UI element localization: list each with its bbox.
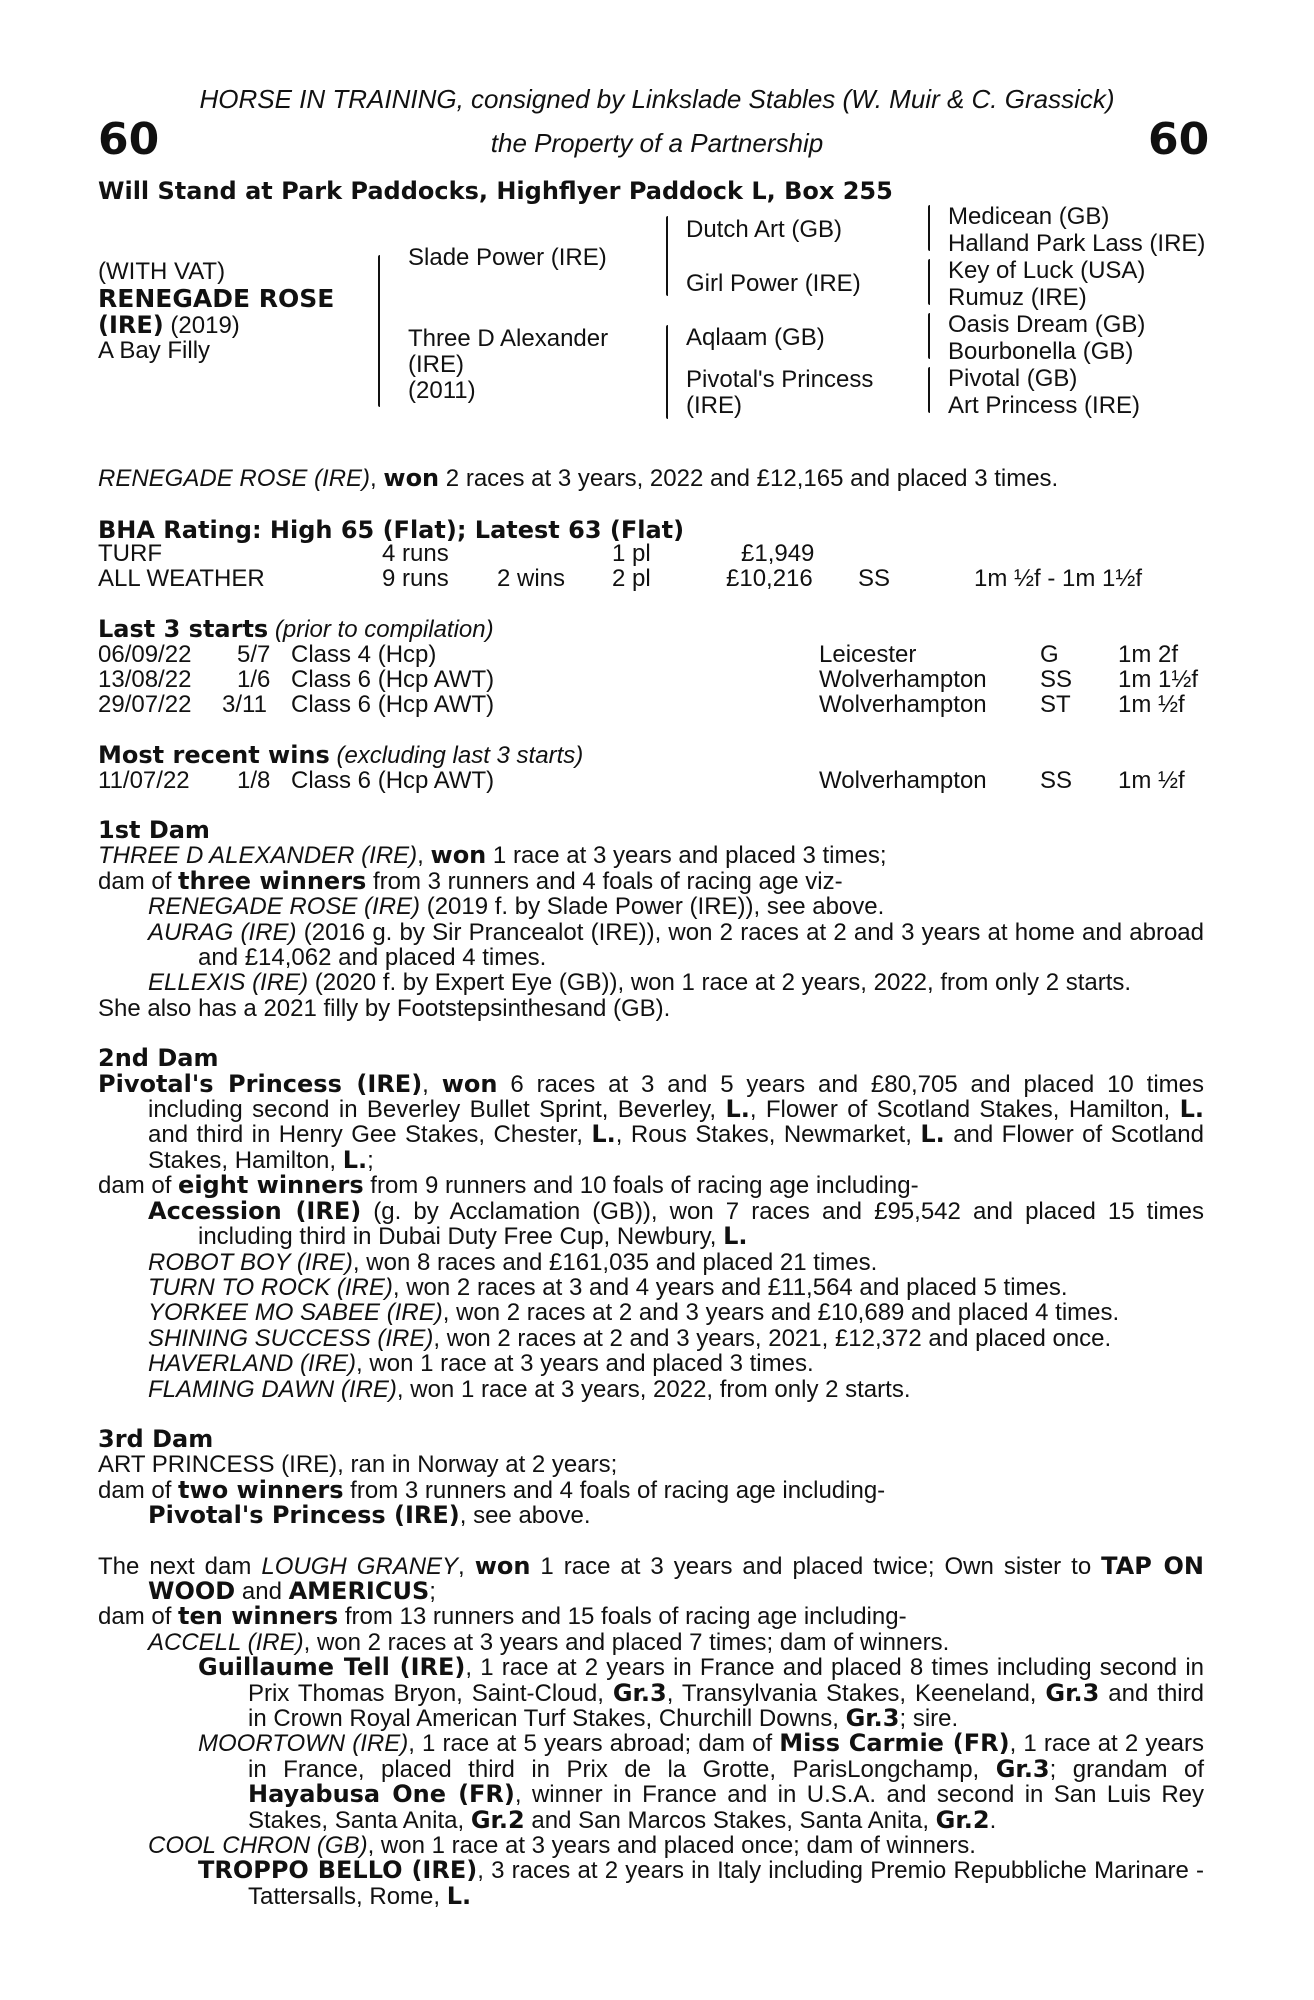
rating-dist: 1m ½f - 1m 1½f [974,565,1143,592]
dam1-offspring: AURAG (IRE) (2016 g. by Sir Prancealot (IRE)), won 2 races at 2 and 3 years at home and abroad and £14,062 and placed 4 times. [148,918,1204,972]
race-summary: RENEGADE ROSE (IRE), won 2 races at 3 years, 2022 and £12,165 and placed 3 times. [98,464,1059,492]
rating-surface: ALL WEATHER [98,565,265,592]
rating-row-turf [0,541,1314,566]
last3-note: (prior to compilation) [268,616,494,643]
next-grand-offspring: MOORTOWN (IRE), 1 race at 5 years abroad; dam of Miss Carmie (FR), 1 race at 2 years in France, placed third in Prix de la Grotte, ParisLongchamp, Gr.3; grandam of Hayabusa One (FR), winner in France and in U.S.A. and second in San Luis Rey Stakes, Santa Anita, Gr.2 and San Marcos Stakes, Santa Anita, Gr.2. [198,1729,1205,1834]
start-going: G [1040,641,1059,668]
start-date: 29/07/22 [98,691,192,718]
dam3-offspring: Pivotal's Princess (IRE), see above. [148,1501,591,1530]
last3-title: Last 3 starts [98,615,269,643]
recent-title: Most recent wins [98,741,330,769]
pedigree-dam-2: (IRE) [408,351,464,378]
dam2-offspring: TURN TO ROCK (IRE), won 2 races at 3 and 4 years and £11,564 and placed 5 times. [148,1273,1068,1301]
recent-note: (excluding last 3 starts) [329,742,584,769]
dam2-offspring: HAVERLAND (IRE), won 1 race at 3 years and placed 3 times. [148,1350,814,1378]
lot-number-left: 60 [98,114,160,165]
dam3-title: 3rd Dam [98,1424,214,1453]
pedigree-dsd: Bourbonella (GB) [948,338,1134,365]
start-race: Class 6 (Hcp AWT) [291,666,495,693]
start-pos: 5/7 [237,641,271,668]
rating-surface: TURF [98,540,162,567]
pedigree-dam-3: (2011) [408,377,476,404]
next-grand-offspring: Guillaume Tell (IRE), 1 race at 2 years in France and placed 8 times including second in Prix Thomas Bryon, Saint-Cloud, Gr.3, Transylvania Stakes, Keeneland, Gr.3 and third in Crown Royal American Turf Stakes, Churchill Downs, Gr.3; sire. [198,1653,1204,1732]
pedigree-ss: Dutch Art (GB) [686,216,843,243]
dam1-line1: THREE D ALEXANDER (IRE), won 1 race at 3 years and placed 3 times; [98,841,887,870]
next-offspring: ACCELL (IRE), won 2 races at 3 years and placed 7 times; dam of winners. [148,1628,950,1656]
rating-pl: 2 pl [612,565,651,592]
start-course: Wolverhampton [819,691,987,718]
start-date: 13/08/22 [98,666,192,693]
dam2-offspring: Accession (IRE) (g. by Acclamation (GB)), won 7 races and £95,542 and placed 15 times including third in Dubai Duty Free Cup, Newbury, L. [148,1196,1204,1251]
dam2-record: Pivotal's Princess (IRE), won 6 races at 3 and 5 years and £80,705 and placed 10 times including second in Beverley Bullet Sprint, Beverley, L., Flower of Scotland Stakes, Hamilton, L. and third in Henry Gee Stakes, Chester, L., Rous Stakes, Newmarket, L. and Flower of Scotland Stakes, Hamilton, L.; [98,1069,1205,1174]
lot-number-right: 60 [1148,114,1210,165]
header-line-1: HORSE IN TRAINING, consigned by Linkslade Stables (W. Muir & C. Grassick) [199,84,1115,114]
horse-name-2 [98,311,240,340]
bha-rating-title: BHA Rating: High 65 (Flat); Latest 63 (Flat) [98,516,685,544]
start-pos: 1/6 [237,666,271,693]
dam1-offspring: RENEGADE ROSE (IRE) (2019 f. by Slade Power (IRE)), see above. [148,893,885,921]
dam2-offspring: ROBOT BOY (IRE), won 8 races and £161,035 and placed 21 times. [148,1248,878,1276]
next-grand-offspring: TROPPO BELLO (IRE), 3 races at 2 years in Italy including Premio Repubbliche Marinare -Tattersalls, Rome, L. [198,1856,1204,1910]
pedigree-brace-ds [928,313,930,359]
summary-won: won [383,464,440,492]
start-dist: 1m ½f [1118,691,1185,718]
summary-rest: 2 races at 3 years, 2022 and £12,165 and placed 3 times. [439,465,1059,492]
location-line: Will Stand at Park Paddocks, Highflyer Paddock L, Box 255 [98,177,893,205]
start-date: 06/09/22 [98,641,192,668]
last3-heading [98,617,494,642]
last3-row [0,642,1314,667]
dam1-last: She also has a 2021 filly by Footstepsinthesand (GB). [98,994,671,1022]
start-race: Class 6 (Hcp AWT) [291,691,495,718]
pedigree-ddd: Art Princess (IRE) [948,392,1141,419]
recent-heading [98,743,583,768]
pedigree-ds: Aqlaam (GB) [686,324,825,351]
start-going: SS [1040,767,1073,794]
rating-going: SS [858,565,891,592]
pedigree-brace-dd [928,367,930,413]
rating-prize: £10,216 [726,565,813,592]
pedigree-dd-1: Pivotal's Princess [686,366,874,393]
rating-wins: 2 wins [497,565,566,592]
rating-pl: 1 pl [612,540,651,567]
dam2-offspring: YORKEE MO SABEE (IRE), won 2 races at 2 and 3 years and £10,689 and placed 4 times. [148,1299,1120,1327]
dam3-line1: ART PRINCESS (IRE), ran in Norway at 2 years; [98,1451,618,1479]
pedigree-brace-sd [928,259,930,305]
dam2-dam-of: dam of eight winners from 9 runners and 10 foals of racing age including- [98,1171,919,1200]
start-course: Wolverhampton [819,666,987,693]
horse-year: (2019) [163,312,240,339]
dam1-offspring: ELLEXIS (IRE) (2020 f. by Expert Eye (GB)), won 1 race at 2 years, 2022, from only 2 starts. [148,969,1132,997]
dam-sections [98,818,1204,1909]
header-line-2: the Property of a Partnership [490,128,824,158]
last3-row [0,692,1314,717]
rating-row-aw [0,566,1314,591]
pedigree-brace-main [378,255,380,407]
pedigree-dd-2: (IRE) [686,392,742,419]
pedigree-sdd: Rumuz (IRE) [948,284,1087,311]
rating-prize: £1,949 [741,540,815,567]
start-course: Wolverhampton [819,767,987,794]
last3-row [0,667,1314,692]
start-pos: 1/8 [237,767,271,794]
pedigree-brace-sire [666,216,668,296]
start-pos: 3/11 [222,691,267,718]
next-dam-record: The next dam LOUGH GRANEY, won 1 race at 3 years and placed twice; Own sister to TAP ON WOOD and AMERICUS; [98,1551,1204,1605]
start-race: Class 4 (Hcp) [291,641,437,668]
horse-country: (IRE) [98,311,164,339]
rating-runs: 4 runs [382,540,449,567]
horse-name: RENEGADE ROSE [98,284,335,313]
pedigree-brace-dam [666,325,668,419]
start-going: SS [1040,666,1073,693]
pedigree-brace-ss [928,205,930,251]
horse-description: A Bay Filly [98,337,211,364]
dam2-offspring: FLAMING DAWN (IRE), won 1 race at 3 years, 2022, from only 2 starts. [148,1375,911,1403]
pedigree-ssd: Halland Park Lass (IRE) [948,230,1206,257]
next-offspring: COOL CHRON (GB), won 1 race at 3 years and placed once; dam of winners. [148,1832,976,1860]
dam1-title: 1st Dam [98,816,210,844]
dam1-line2: dam of three winners from 3 runners and 4 foals of racing age viz- [98,866,843,895]
pedigree-sire: Slade Power (IRE) [408,244,607,271]
summary-horse-name: RENEGADE ROSE (IRE) [98,465,371,492]
start-going: ST [1040,691,1071,718]
dam2-offspring: SHINING SUCCESS (IRE), won 2 races at 2 and 3 years, 2021, £12,372 and placed once. [148,1324,1112,1352]
pedigree-sds: Key of Luck (USA) [948,257,1146,284]
start-dist: 1m ½f [1118,767,1185,794]
dam2-title: 2nd Dam [98,1044,219,1073]
start-course: Leicester [819,641,917,668]
rating-runs: 9 runs [382,565,449,592]
start-date: 11/07/22 [98,767,190,794]
start-dist: 1m 2f [1118,641,1179,668]
pedigree-dds: Pivotal (GB) [948,365,1078,392]
pedigree-dam-1: Three D Alexander [408,325,609,352]
vat-label: (WITH VAT) [98,258,226,285]
pedigree-dss: Oasis Dream (GB) [948,311,1146,338]
next-dam-of: dam of ten winners from 13 runners and 15 foals of racing age including- [98,1602,907,1631]
recent-row [0,768,1314,793]
pedigree-sd: Girl Power (IRE) [686,270,861,297]
pedigree-sss: Medicean (GB) [948,203,1110,230]
dam3-line2: dam of two winners from 3 runners and 4 foals of racing age including- [98,1475,886,1504]
start-race: Class 6 (Hcp AWT) [291,767,495,794]
start-dist: 1m 1½f [1118,666,1199,693]
